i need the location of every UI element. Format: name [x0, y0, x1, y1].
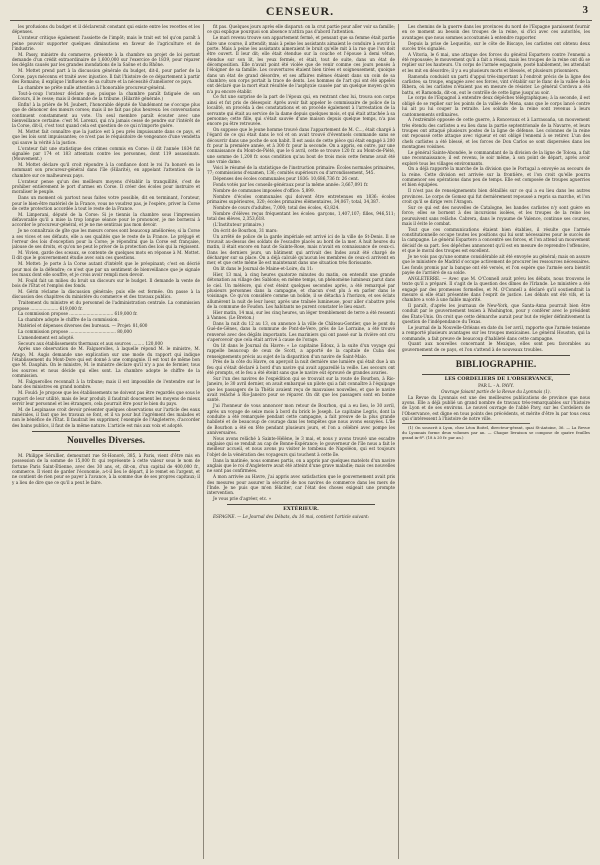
article-paragraph: PAR L. - A. PAVY.: [478, 382, 514, 388]
article-paragraph: L'amendement est adopté.: [18, 334, 75, 340]
article-paragraph: Je ne vois pas qu'une somme considérable ait été envoyée au général; mais on assure que le ministère de Madrid s'occupe activement de procurer les ressources nécessaires. Les fonds promis par la banque ont été versés, et l'on espère que l'armée sera bientôt payée de l'arriéré de sa solde.: [402, 253, 590, 275]
article-paragraph: À mon arrivée au Havre, j'ai appris avec satisfaction que le gouvernement avait pris des mesures pour assurer la sécurité de nos navires de commerce dans les mers de l'Inde. Je ne puis que m'en féliciter, car l'état des choses exigeait une prompte intervention.: [207, 474, 395, 496]
article-paragraph: Quant aux nouvelles concernant le Mexique, elles sont peu favorables au gouvernement de ce pays, et l'on s'attend à de nouveaux troubles.: [402, 341, 590, 352]
article-paragraph: Je vous prie d'agréer, etc. »: [213, 496, 272, 502]
article-paragraph: M. Philippe Sérullier, demeurant rue St-Honoré, 385, à Paris, vient d'être mis en possession de la somme de 15,000 fr. qui représente à cette valeur sous le nom de fortune Paris Saint-Étienne, avec des 30 ans, et, dit-on, d'un capital de 400,000 fr., commerce. Il vient de garder l'économie, a-t-il lieu le départ, il le remet en l'argent, et ne contient de rien pour se payer à l'avance, à la somme due de ses propres capitaux; il y a lieu de dire que ce qu'il a peut le faire.: [12, 453, 200, 485]
section-rule: [32, 450, 180, 451]
article-paragraph: On écrit de Bourbon, 31 mars:: [213, 227, 278, 233]
article-paragraph: On suppose que le jeune homme trouvé dans l'appartement de M. C..., était chargé à l'égard de ce qui était dans le vol et on avait trouvé d'éventuels commande sans se découvrir dans une poche de son habit. Il est assis de cette pièce qui était engagé à 200 fr. pour la première année, et à 300 fr. pour la seconde. On a appris, en outre, par une connaissance du Mont-de-Piété, que le 6 avril, cette se trouve 120 fr. au Mont-de-Piété, une somme de 1,200 fr. sous condition qu'au bout de trois mois cette femme avait été une vraie dame.: [207, 127, 395, 165]
article-paragraph: Un arrêté de police de la garde impériale est arrivé ici de la ville de St-Denis. Il se trouvait au-dessus des soldats de l'escadre placés au bord de la mer. À huit heures du matin, il était encore en haut de Sainte-Rose, mais n'avait en connaissance de ceux-ci. Dans les derniers jours, un bâtiment qui arrivait des Indes avait été chargé de décharger sur sa place. On a déjà calculé qu'aucun les membres de ceux-ci arrivent en mer, et que cette même île est maintenant dans une situation très florissante.: [207, 233, 395, 266]
article-paragraph: Le corps de l'Espagnol à entendre deux dépêches télégraphiques; à la seconde, il est obligé de se replier sur les points de la vallée de Mena, sans que le corps lancé contre lui ait pu lui couper la retraite. Les soldats de la reine sont revenus à leurs cantonnements ordinaires.: [402, 95, 590, 117]
article-paragraph: L'orateur fait une statistique des crimes commis en Corse: il dit l'année 1834 fut signalée par 174 et 183 attentats contre les personnes, dont 119 assassinats. (Mouvement.): [12, 145, 200, 162]
article-paragraph: Enfin! à la prière de M. Joubert, l'honorable député de Vandémont ne s'occupe plus que de dénoncer des mœurs corses; mais il ne fait pas plus heureux: les conversations continuent constamment au vote. Un seul membre paraît écouter avec une bienveillance certaine: c'est M. Lorenzi, qui n'a jamais cessé de pendre sur l'intérêt de la Corse, dit-il, c'est tout quand cela est question de ce qui n'importe guère.: [12, 101, 200, 129]
article-paragraph: M. Passy, ministre du commerce, présente à la chambre un projet de loi portant demande d'un crédit extraordinaire de 1,600,000 sur l'exercice de 1839, pour réparer les dégâts causés par les grandes inondations de la Saône et du Rhône.: [12, 51, 200, 68]
section-rule: [32, 431, 180, 432]
article-paragraph: les profusions du budget et il déclarerait constant qui existe entre les recettes et les dépenses.: [12, 24, 200, 35]
article-paragraph: Tout que ces communications étaient bien établies, il résulte que l'armée constitutionnelle occupe toutes les positions qui lui sont nécessaires pour le succès de la campagne. Le général Espartero a concentré ses forces, et l'on attend un mouvement décisif de sa part. Ses dépêches annoncent qu'il est en mesure de reprendre l'offensive, et que le moral des troupes est excellent.: [402, 226, 590, 254]
article-paragraph: Après une observation de M. Falguerolles, à laquelle répond M. le ministre, M. Arago, M. Augis demande une explication sur une mode du rapport qui indique l'établissement du Mont-Dore qui est donné à une compagnie. Il est tout de même bon que M. Dauphin. On le ministre, M. le ministre déclare qu'il n'y a pas de fermier, tous les sources et nous décide qui elles sont. La chambre adopte le chiffre de la commission.: [12, 346, 200, 379]
article-paragraph: fit pas. Quelques jours après elle disparut: on la crut partie pour aller voir sa famille; ce qui explique pourquoi son absence n'attira pas d'abord l'attention.: [207, 24, 395, 35]
article-paragraph: La Revue du Lyonnais est une des meilleures publications de province que nous ayons. Elle a déjà publié un grand nombre de travaux très-remarquables sur l'histoire de Lyon et de ses environs. Le nouvel ouvrage de l'abbé Pavy, sur les Cordeliers de l'Observance, est digne en tous points des précédents, et mérite d'être lu par tous ceux qui s'intéressent à l'histoire de notre ville.: [402, 394, 590, 422]
article-paragraph: Dépenses des écoles communales pour 1836: 10,686,736 fr. 26 cent.: [213, 176, 359, 182]
article-paragraph: On lit dans le Journal du Havre: « Le capitaine Edoux, à la suite d'un voyage qui rappelle beaucoup de ceux de Scott, a apporté de la capitale de Cuba des renseignements précis au sujet de la disparition d'un navire de Saint-Malo.: [207, 342, 395, 359]
column-1-paragraphs: [12, 24, 200, 428]
article-paragraph: Tout-à-coup l'orateur déclare que, puisque la chambre paraît fatiguée de son discours, il le cesse; mais il demande de la tribune. (Hilarité générale.): [12, 90, 200, 101]
article-paragraph: Nombre de cours d'adultes, 7,000; total des écoles, 43,824.: [213, 204, 340, 210]
column-1-section-paragraphs: [12, 453, 200, 485]
section-heading-bibliographie: BIBLIOGRAPHIE.: [455, 360, 537, 371]
section-heading-nouvelles-diverses: Nouvelles Diverses.: [66, 436, 146, 447]
article-paragraph: M. Falguerolles reconnaît à la tribune; mais il est impossible de l'entendre sur le banc des ministres en grand nombre.: [12, 379, 200, 390]
article-paragraph: Nombre de communes imposées d'office: 5,899.: [213, 187, 315, 193]
article-paragraph: Il n'est pas de renseignements bien détaillés sur ce qui a eu lieu dans les autres provinces. Le corps de Gomez qui fut dernièrement repoussé a repris sa marche, et l'on croit qu'il se dirige vers l'Aragon.: [402, 188, 590, 204]
article-paragraph: Je ne connaîtrais de gîte que les mœurs corses sont beaucoup améliorées; si la Corse a ses vices et ses défauts, elle a ses qualités que le reste de la France. Le préjugé et l'erreur des lois d'exception pour la Corse; je répondrai que la Corse est française, jalouse de ses droits, et qu'on ne peut le priver de la protection des lois qui la régissent.: [12, 228, 200, 250]
article-paragraph: (L'Instituteur primaire.): [213, 221, 264, 227]
article-paragraph: Dans un moment où partout nous faites votre possible, dit en terminant, l'orateur, pour le bien-être matériel de la France, vous ne voudrez pas, je l'espère, priver la Corse de cette protection accordée à tout le reste de la France.: [12, 195, 200, 211]
article-paragraph: Près de la côte du Havre, on aperçoit la nuit dernière une lumière qui était due à un feu qui s'était déclaré à bord d'un navire qui avait appareillé la veille. Les secours ont été prompts, et le feu a été éteint sans que le navire eût éprouvé de grandes avaries.: [207, 359, 395, 376]
article-paragraph: Dans la matinée, nous sommes partis, on a appris par quelques matelots d'un navire anglais que le roi d'Angleterre avait été atteint d'une grave maladie; mais ces nouvelles ne sont pas confirmées.: [207, 457, 395, 474]
column-3-section-paragraphs: [402, 377, 590, 421]
column-3: [402, 24, 590, 860]
article-paragraph: M. Mottet déclare qu'il croit répondre à la confiance dont le roi l'a honoré en le nommant son procureur-général dans l'île (Hilarité), en appelant l'attention de la chambre sur ce malheureux pays.: [12, 162, 200, 178]
column-separator: [398, 24, 399, 859]
article-paragraph: M. de Lespinasse croit devoir présenter quelques observations sur l'article des eaux minérales, il faut que les travaux se font, et il va pour but l'agrément des malades et non le bénéfice de l'État. Il faudrait les supprimer, l'exemple de l'Angleterre, d'accorder des bains publics, il faut de la même nature. L'article est mis aux voix et adopté.: [12, 406, 200, 428]
article-paragraph: Dans la nuit du 12 au 13, on annonce à la ville de Château-Gontier, que le pont du Gué-de-Gênes, dans la commune de Pont-de-Vere, près de Le Lorraine, a été trouvé renversé avec des dégâts importants. Les mariniers qui ont passé sur la rivière ont cru s'apercevoir que cela était arrivé à cause de l'orage.: [207, 321, 395, 343]
article-paragraph: ESPAGNE. — Le Journal des Débats, du 16 mai, contient l'article suivant:: [213, 513, 370, 519]
section-rule: [422, 355, 570, 356]
article-paragraph: Voici le résumé de la statistique de l'instruction primaire: Écoles normales primaires, 77; commissions d'examen, 136; comités supérieurs ou d'arrondissement, 545.: [207, 164, 395, 176]
footnote-rule: [402, 423, 530, 424]
article-paragraph: J'ai l'honneur de vous annoncer mon retour de Bourbon, qui a eu lieu, le 30 avril, après un voyage de seize mois à bord du brick le Joseph. Le capitaine Legris, dont la conduite a été remarquée pendant cette campagne, a fait preuve de la plus grande habileté et de beaucoup de courage dans les tempêtes que nous avons essuyées. L'île de Bourbon a été en fête pendant plusieurs jours, et l'on a célébré avec pompe les anniversaires.: [207, 403, 395, 435]
article-paragraph: Nous avons relâché à Sainte-Hélène, le 3 mai, et nous y avons trouvé une escadre anglaise qui se rendait au cap de Bonne-Espérance; le gouverneur de l'île nous a fait le meilleur accueil, et nous avons pu visiter le tombeau de Napoléon, qui est toujours l'objet de la vénération des voyageurs qui touchent à cette île.: [207, 435, 395, 457]
section-rule: [422, 374, 570, 375]
article-paragraph: Le mari revenu trouve son appartement fermé, et pensant que sa femme était partie faire une course, il attendit; mais à peine les assistants aimaient le conduire à ouvrir la porte. Mais à peine les assistants aimeraient le bruit qu'elle mit à la rue que l'on doit être ouvert. Il leur dit; elle était étendue sur la couche et l'épouse à demi vêtue, étendue sur son lit, les yeux fermés, et était, tout de suite, dans un état de décomposition. Elle n'avait point été violée que de venir comme ces jours pensés à l'éloigner de sa famille. Les couvertures étaient bien tirées et soigneusement, quoique dans un état de grand désordre, et ses affaires mêmes étaient dans un coin de sa chambre; son corps portait la trace de dents. Les hommes de l'art qui ont été appelés ont déclaré que la mort était résultée de l'asphyxie causée par un quelque moyen qu'on n'a pu encore établir.: [207, 35, 395, 94]
article-paragraph: LES CORDELIERS DE L'OBSERVANCE,: [444, 376, 554, 383]
column-3-paragraphs: [402, 24, 590, 352]
article-paragraph: On lit dans le Journal de Maine-et-Loire, du 11:: [213, 266, 314, 272]
article-paragraph: ANGLETERRE. — Avec que M. O'Connell avait prévu les débats, nous trouvons le texte qu'il a préparé. Il s'agit de la question des dîmes de l'Irlande. Le ministère a été engagé par des promesses formelles, et M. O'Connell a déclaré qu'il soutiendrait la mesure si elle était présentée dans l'esprit de justice. Les débats ont été vifs, et la chambre a voté à une faible majorité.: [402, 275, 590, 303]
article-paragraph: Matériel et dépenses diverses des bureaux. — Projet: 81,600: [18, 323, 148, 329]
article-paragraph: A l'extrémité opposée de cette guerre, à Roncevaux et à Larrasoaña, un mouvement très étendu des carlistes a eu lieu dans la partie septentrionale de la Navarre, et leurs troupes ont attaqué plusieurs postes de la ligne de défense. Les colonnes de la reine ont repoussé cette attaque avec vigueur et ont obligé l'ennemi à se retirer. L'un des chefs carlistes a été blessé, et les forces de Don Carlos se sont dispersées dans les montagnes voisines.: [402, 117, 590, 150]
article-paragraph: Ce fut une surprise de la part de l'époux qui, en rentrant chez lui, trouva son corps ainsi et fut pris de désespoir. Après avoir fait appeler le commissaire de police de la localité, on procéda à des constatations et on procède également à l'arrestation de la servante qui était au service de la dame depuis quelques mois, et qui était attachée à sa personne; cette fille, qui s'était sauvée d'une maison depuis quelque temps, n'a pas encore pu être retrouvée.: [207, 94, 395, 127]
article-paragraph: Fonds votés par les conseils-généraux pour la même année: 3,667,091 fr.: [213, 181, 369, 187]
article-paragraph: Depuis la prise de Lequeitio, sur le côte de Biscaye, les carlistes ont obtenu deux succès très signalés.: [402, 40, 590, 51]
article-paragraph: A Vitoria, le 6 mai, une attaque des forces du général Espartero contre l'ennemi a été repoussée; le mouvement qu'il a fait a réussi, mais les troupes de la reine ont dû se replier sur les hauteurs. Un corps de l'armée espagnole, posté habilement, les attendait et les mit en désordre; il y a eu plusieurs morts et blessés, et plusieurs prisonniers.: [402, 51, 590, 73]
article-paragraph: Les chemins de la guerre dans les provinces du nord de l'Espagne paraissent fournir en ce moment au besoin des troupes de la reine, si d'ici avec ces autorités, les avantages que nous sommes accoutumés à entendre rapporter.: [402, 24, 590, 40]
article-paragraph: M. Limperani, député de la Corse: Si je tiennis la chambre sous l'impression défavorable qu'il a mise la trop longue séance pour le prononcer, je me bornerai à accorder le procureur-général, et je ne me sentirais pas mon devoir.: [12, 211, 200, 228]
footnote: (1) On souscrit à Lyon, chez Léon Boitel, directeur-gérant, quai St-Antoine, 36. — La Revue du Lyonnais forme deux volumes par an. — Chaque livraison se compose de quatre feuilles grand in-8º. (18 à 20 fr. par an.): [402, 425, 590, 440]
article-paragraph: Secours aux établissements thermaux et aux sources ......... 120,000: [18, 340, 163, 346]
newspaper-title: CENSEUR.: [265, 4, 335, 18]
article-paragraph: Il paraît, d'après les journaux de New-York, que Santa-Anna pourrait bien être conduit par le gouvernement texien à Washington, pour y conférer avec le président des États-Unis. On croit que cette démarche aurait pour but de régler définitivement la question de l'indépendance du Texas.: [402, 303, 590, 325]
article-paragraph: M. Vivien, garde des sceaux, se contente de quelques mots en réponse à M. Mottet. Il dit que le gouvernement étudie avec soin ces questions.: [12, 250, 200, 261]
column-separator: [203, 24, 204, 859]
article-paragraph: M. Gérin réclame la discussion générale; puis elle est fermée. On passe à la discussion des chapitres du ministère du commerce et des travaux publics.: [12, 289, 200, 300]
article-paragraph: Ramonda conduisit un parti d'appui très-important à l'endroit précis de la ligne des carlistes; sa troupe, engagée avec ses forces, vint s'établir sur le flanc de la vallée de la Ribera, où les carlistes n'étaient pas en mesure de résister. Le général Cordova a été battu, et Ramonda, dit-on, eut le contrôle de cette ligne jusqu'au soir.: [402, 73, 590, 95]
article-paragraph: M. Fould fait un milieu du bruit un discours sur le budget. Il demande la vente de bois de l'État et l'emploi des fonds.: [12, 277, 200, 289]
column-2-section-paragraphs: [207, 514, 395, 519]
column-2: [207, 24, 395, 860]
section-heading-exterieur: EXTÉRIEUR.: [283, 506, 319, 513]
article-paragraph: Nombre d'écoles communales qui doivent être entretenues en 1836: écoles primaires supérieures, 320; écoles primaires élémentaires, 34,067; total, 34,387.: [207, 193, 395, 204]
article-paragraph: La chambre ne prête nulle attention à l'honorable procureur-général.: [18, 84, 166, 90]
article-paragraph: La commission propose ................................... 80,000: [18, 328, 132, 334]
article-paragraph: L'orateur pense qu'un des meilleurs moyens d'établir la tranquillité, c'est de prohiber entièrement le port d'armes en Corse. Il créer des écoles pour instruire et moraliser le peuple.: [12, 178, 200, 195]
article-paragraph: L'orateur critique également l'assiette de l'impôt; mais le trait est tel qu'on paraît à peine pouvoir supporter quelques diminutions en faveur de l'agriculture et de l'industrie.: [12, 35, 200, 51]
article-paragraph: M. Mottet prend part à la discussion générale du budget, dit-il, pour parler de la Corse, pays méconnu et traité avec injustice. Il fait l'histoire de ce département à partir des Romains; il explique l'influence de sa culture et la nécessité d'améliorer ce pays.: [12, 68, 200, 84]
article-paragraph: La chambre adopte le chiffre de la commission.: [18, 317, 119, 323]
article-paragraph: Le journal de la Nouvelle-Orléans en date du 1er avril, rapporte que l'armée texienne a remporté plusieurs avantages sur les troupes mexicaines. Le général Houston, qui la commande, a fait preuve de beaucoup d'habileté dans cette campagne.: [402, 324, 590, 341]
article-paragraph: La commission propose ................................. 619,000 fr.: [18, 311, 138, 317]
article-paragraph: Ouvrage faisant partie de la Revue du Lyonnais (1).: [441, 388, 551, 394]
article-paragraph: Nombre d'élèves reçus fréquentant les écoles: garçons, 1,407,107; filles, 946,511; total des élèves, 2,353,618.: [207, 210, 395, 222]
article-paragraph: On a déjà rapporté la marche de la division que le Portugal a envoyée au secours de la reine. Cette division est arrivée sur la frontière, et l'on croit qu'elle pourra commencer ses opérations dans peu de temps. Elle est composée de troupes aguerries et bien équipées.: [402, 166, 590, 188]
article-paragraph: M. Fould: Je propose que les établissements ne doivent pas être regardés que sous le rapport de leur utilité, mais de leur produit; il faudrait doucement les moyens de mieux servir leur personnel et les étrangers, cela pourrait être pour le bien du pays.: [12, 390, 200, 406]
page-number: 3: [582, 4, 588, 16]
article-paragraph: M. Mottet fait connaître que la justice est à peu près impuissante dans ce pays, et que les lois sont impuissantes; ce n'est pas le réquisitoire de vengeance d'une vendetta qui sauve la vérité à la justice.: [12, 129, 200, 145]
article-paragraph: Traitement du ministre et du personnel de l'administration centrale. La commission propose ..................... 619,000 fr.: [12, 300, 200, 311]
article-paragraph: Le général Sainte-Abondée, le commandant de la division de la ligne de Tolosa, a fait une reconnaissance; il est revenu, le soir même, à son point de départ, après avoir exploré tous les villages environnants.: [402, 149, 590, 166]
article-paragraph: Sur ce qui est des nouvelles de Catalogne, les bandes carlistes n'y sont guère en force; elles se bornent à des incursions isolées, et les troupes de la reine les poursuivent sans relâche. Cabrera, dans le royaume de Valence, continue ses courses, mais il évite le combat.: [402, 204, 590, 226]
article-paragraph: Hier, 13 mai, à cinq heures quatorze minutes du matin, on entendit une grande détonation au village des Sablons; en même temps, un phénomène lumineux parut dans le ciel. Un météore, qui s'est éteint quelques secondes après, a été remarqué par plusieurs personnes dans la campagne, et chacun s'est plu à en parler dans le voisinage. Ce qu'on considère comme un bolide, il se détacha à l'horizon, et ses éclats allumèrent la nuit de leur lueur, après une traînée lumineuse, pour aller s'abattre près de la commune de Foudon. Les habitants ne purent constater le lieu exact.: [207, 271, 395, 310]
article-paragraph: Sur l'un des navires de l'expédition qui se trouvait sur la route de Bourbon, à Rio-Janeiro, le 30 avril dernier, on avait embarqué un pilote qui a fait connaître à l'équipage que les passagers de la Thétis avaient reçu de mauvaises nouvelles, et que le navire avait relâché à Rio-Janeiro pour se réparer. On dit que les passagers sont en bonne santé.: [207, 376, 395, 403]
column-1: [12, 24, 200, 860]
column-2-paragraphs: [207, 24, 395, 501]
masthead-rule: [10, 20, 592, 21]
article-paragraph: M. Mottet: Je porte à la Corse autant d'intérêt que le préopinant; c'est en décrié pour moi de la défendre; ce n'est que par un sentiment de bienveillance que je signale les maux dont elle souffre, et je crois avoir rempli mon devoir.: [12, 261, 200, 277]
article-paragraph: Hier matin, 14 mai, sur les cinq heures, un léger tremblement de terre a été ressenti à Vannes. (Le Breton.): [207, 309, 395, 321]
